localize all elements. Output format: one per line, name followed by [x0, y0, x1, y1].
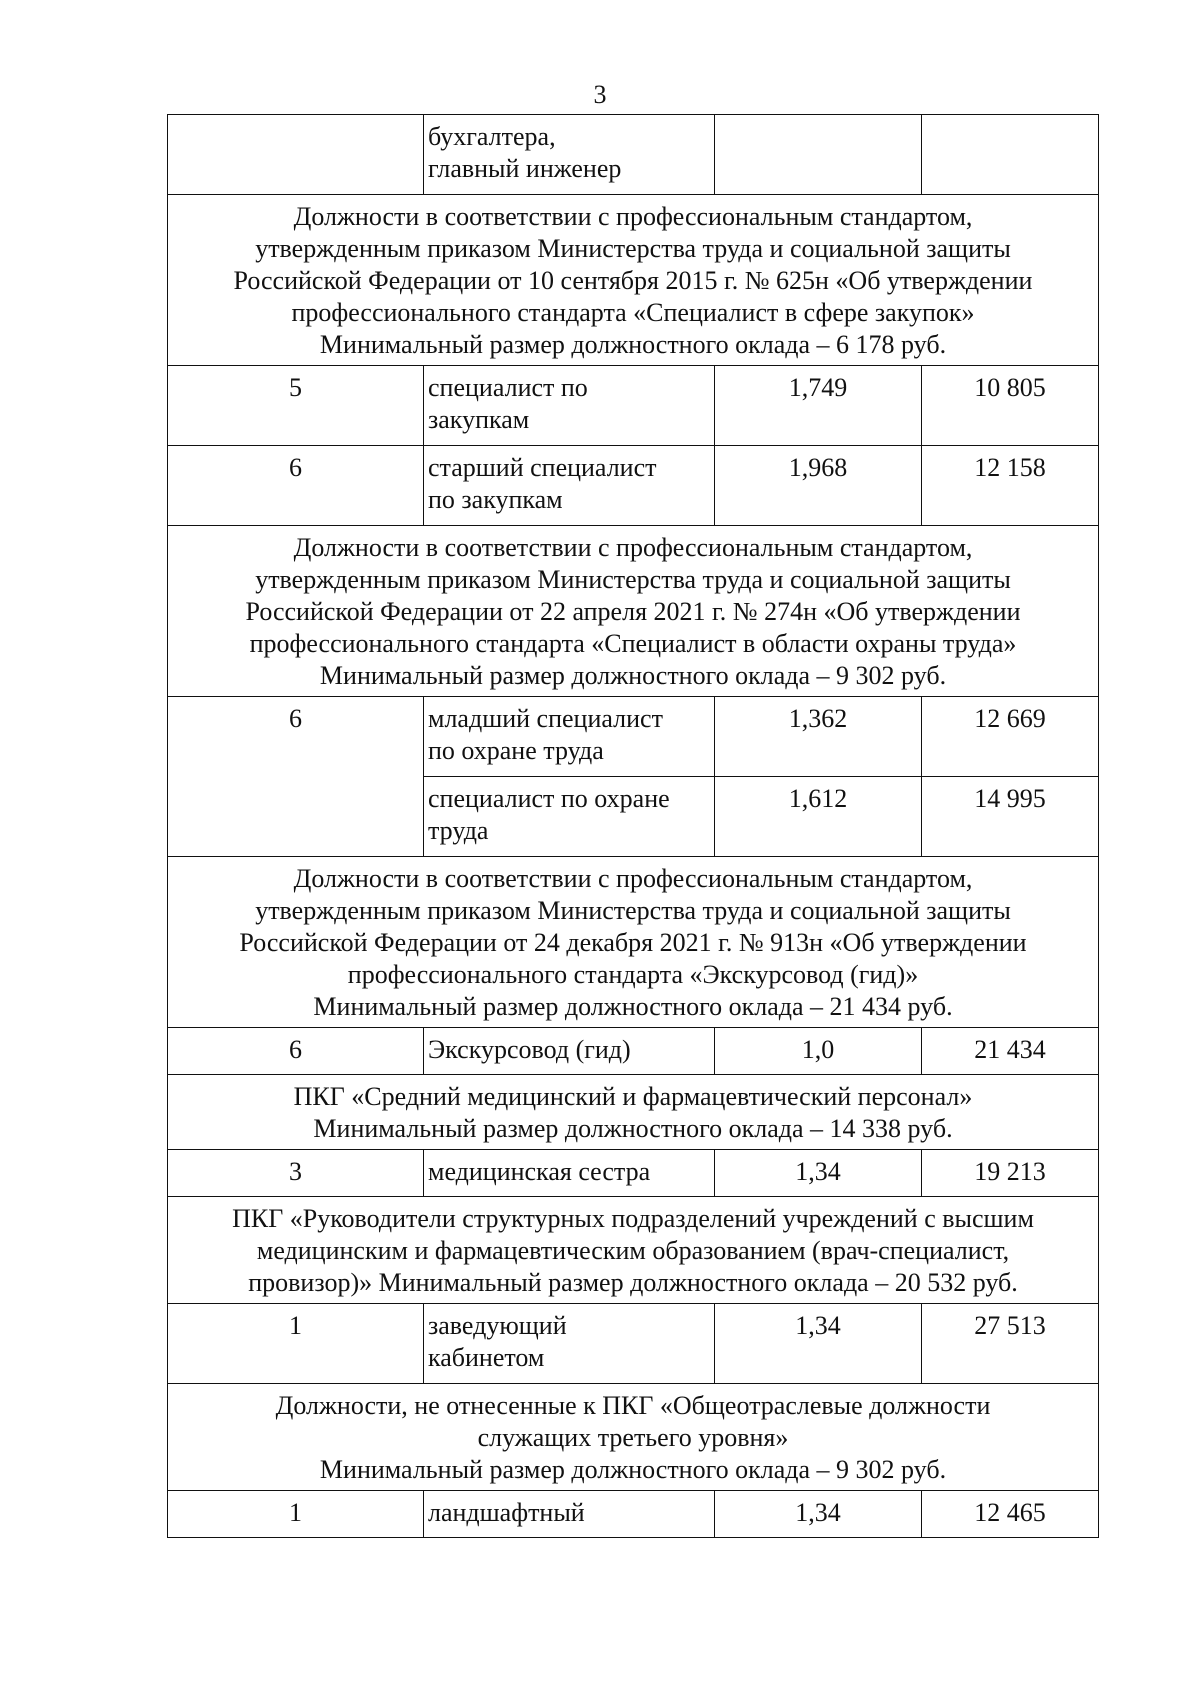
header-line: профессионального стандарта «Специалист в области охраны труда»	[249, 629, 1017, 658]
position-cell: заведующий кабинетом	[424, 1304, 715, 1384]
level-cell	[168, 115, 424, 195]
header-line: Минимальный размер должностного оклада – 21 434 руб.	[313, 992, 953, 1021]
header-line: Минимальный размер должностного оклада – 9 302 руб.	[319, 1455, 947, 1484]
salary-cell: 10 805	[922, 366, 1099, 446]
coefficient-cell: 1,362	[715, 697, 922, 777]
header-line: ПКГ «Руководители структурных подразделений учреждений с высшим	[232, 1204, 1034, 1233]
header-line: утвержденным приказом Министерства труда и социальной защиты	[255, 565, 1011, 594]
level-cell: 5	[168, 366, 424, 446]
position-cell: Экскурсовод (гид)	[424, 1028, 715, 1075]
coefficient-cell: 1,749	[715, 366, 922, 446]
header-line: Должности в соответствии с профессиональным стандартом,	[293, 864, 973, 893]
section-header-row	[168, 857, 1099, 1028]
header-line: Должности в соответствии с профессиональным стандартом,	[293, 202, 973, 231]
coefficient-cell: 1,34	[715, 1150, 922, 1197]
salary-cell: 12 465	[922, 1491, 1099, 1538]
salary-cell: 21 434	[922, 1028, 1099, 1075]
position-cell: специалист по закупкам	[424, 366, 715, 446]
table-row	[168, 1150, 1099, 1197]
table-row	[168, 1491, 1099, 1538]
section-header-row	[168, 195, 1099, 366]
header-line: Российской Федерации от 10 сентября 2015 г. № 625н «Об утверждении	[233, 266, 1033, 295]
position-cell: ландшафтный	[424, 1491, 715, 1538]
level-cell: 3	[168, 1150, 424, 1197]
salary-cell: 12 669	[922, 697, 1099, 777]
level-cell: 6	[168, 1028, 424, 1075]
header-line: ПКГ «Средний медицинский и фармацевтический персонал»	[293, 1082, 973, 1111]
section-header	[168, 857, 1099, 1028]
header-line: провизор)» Минимальный размер должностного оклада – 20 532 руб.	[248, 1268, 1018, 1297]
header-line: Минимальный размер должностного оклада – 6 178 руб.	[319, 330, 947, 359]
section-header-row	[168, 1384, 1099, 1491]
coefficient-cell: 1,34	[715, 1491, 922, 1538]
salary-cell: 19 213	[922, 1150, 1099, 1197]
coefficient-cell	[715, 115, 922, 195]
header-line: утвержденным приказом Министерства труда и социальной защиты	[255, 896, 1011, 925]
salary-cell: 12 158	[922, 446, 1099, 526]
header-line: Российской Федерации от 22 апреля 2021 г. № 274н «Об утверждении	[245, 597, 1021, 626]
page-number: 3	[593, 80, 607, 109]
table-row	[168, 115, 1099, 195]
header-line: утвержденным приказом Министерства труда и социальной защиты	[255, 234, 1011, 263]
salary-cell: 14 995	[922, 777, 1099, 857]
position-cell: младший специалист по охране труда	[424, 697, 715, 777]
section-header	[168, 1384, 1099, 1491]
section-header	[168, 526, 1099, 697]
section-header	[168, 1075, 1099, 1150]
table-row	[168, 1028, 1099, 1075]
section-header-row	[168, 1197, 1099, 1304]
header-line: профессионального стандарта «Экскурсовод (гид)»	[347, 960, 919, 989]
table-row	[168, 1304, 1099, 1384]
table-row	[168, 446, 1099, 526]
header-line: Минимальный размер должностного оклада – 14 338 руб.	[313, 1114, 953, 1143]
header-line: медицинским и фармацевтическим образованием (врач-специалист,	[256, 1236, 1010, 1265]
position-cell: бухгалтера, главный инженер	[424, 115, 715, 195]
table-row	[168, 366, 1099, 446]
level-cell: 1	[168, 1491, 424, 1538]
level-cell: 1	[168, 1304, 424, 1384]
coefficient-cell: 1,612	[715, 777, 922, 857]
position-cell: старший специалист по закупкам	[424, 446, 715, 526]
header-line: Должности в соответствии с профессиональным стандартом,	[293, 533, 973, 562]
level-cell: 6	[168, 446, 424, 526]
salary-cell: 27 513	[922, 1304, 1099, 1384]
salary-cell	[922, 115, 1099, 195]
header-line: служащих третьего уровня»	[477, 1423, 789, 1452]
position-cell: специалист по охране труда	[424, 777, 715, 857]
header-line: профессионального стандарта «Специалист в сфере закупок»	[291, 298, 975, 327]
table-row	[168, 697, 1099, 777]
section-header	[168, 1197, 1099, 1304]
header-line: Минимальный размер должностного оклада – 9 302 руб.	[319, 661, 947, 690]
salary-table	[167, 114, 1099, 1538]
coefficient-cell: 1,0	[715, 1028, 922, 1075]
position-cell: медицинская сестра	[424, 1150, 715, 1197]
coefficient-cell: 1,34	[715, 1304, 922, 1384]
coefficient-cell: 1,968	[715, 446, 922, 526]
header-line: Российской Федерации от 24 декабря 2021 г. № 913н «Об утверждении	[239, 928, 1027, 957]
section-header-row	[168, 1075, 1099, 1150]
header-line: Должности, не отнесенные к ПКГ «Общеотраслевые должности	[275, 1391, 991, 1420]
section-header	[168, 195, 1099, 366]
section-header-row	[168, 526, 1099, 697]
level-cell: 6	[168, 697, 424, 857]
